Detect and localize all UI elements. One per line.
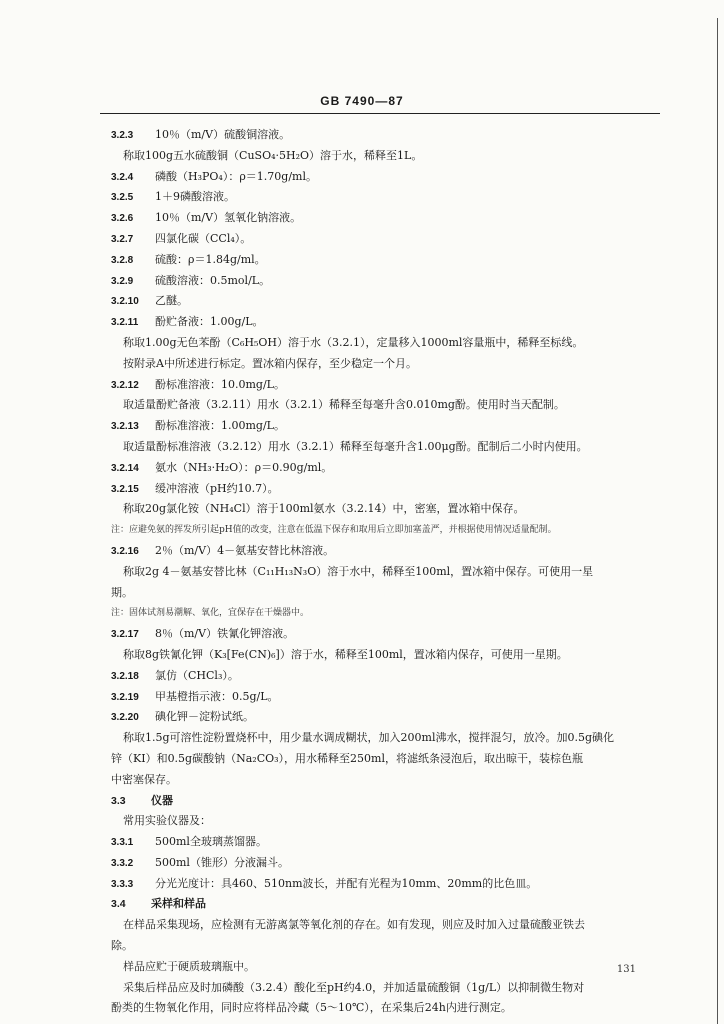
clause-number: 3.2.5 <box>111 192 134 204</box>
clause-line <box>103 291 673 312</box>
clause-number: 3.2.14 <box>111 462 139 474</box>
page-edge <box>717 18 718 1024</box>
note-line <box>103 603 673 624</box>
clause-line <box>103 229 673 250</box>
clause-number: 3.2.15 <box>111 483 139 495</box>
line-text: 称取100g五水硫酸铜（CuSO₄·5H₂O）溶于水，稀释至1L。 <box>123 148 423 162</box>
clause-line <box>103 125 673 146</box>
continuation-line <box>103 749 673 770</box>
clause-line <box>103 874 673 895</box>
line-text: 碘化钾－淀粉试纸。 <box>155 710 254 724</box>
clause-line <box>103 479 673 500</box>
line-text: 按附录A中所述进行标定。置冰箱内保存，至少稳定一个月。 <box>123 356 417 370</box>
line-text: 氨水（NH₃·H₂O）：ρ＝0.90g/ml。 <box>155 460 333 474</box>
line-text: 采集后样品应及时加磷酸（3.2.4）酸化至pH约4.0，并加适量硫酸铜（1g/L）以抑制微生物对 <box>123 980 585 994</box>
line-text: 10％（m/V）硫酸铜溶液。 <box>155 128 291 141</box>
line-text: 缓冲溶液（pH约10.7）。 <box>155 481 279 495</box>
line-text: 酚贮备液：1.00g/L。 <box>155 315 264 329</box>
clause-line <box>103 458 673 479</box>
clause-line <box>103 250 673 271</box>
line-text: 注：应避免氨的挥发所引起pH值的改变，注意在低温下保存和取用后立即加塞盖严，并根据使用情况适量配制。 <box>111 525 557 536</box>
line-text: 8％（m/V）铁氰化钾溶液。 <box>155 627 295 641</box>
line-text: 四氯化碳（CCl₄）。 <box>155 231 252 245</box>
body-line <box>103 978 673 999</box>
body-line <box>103 645 673 666</box>
line-text: 乙醚。 <box>155 294 188 308</box>
body-line <box>103 811 673 832</box>
line-text: 期。 <box>111 585 133 599</box>
clause-number: 3.3.3 <box>111 878 134 890</box>
clause-line <box>103 832 673 853</box>
clause-number: 3.3 <box>111 794 126 807</box>
clause-number: 3.2.3 <box>111 130 134 141</box>
clause-number: 3.2.11 <box>111 317 139 329</box>
section-heading <box>103 791 673 812</box>
line-text: 1＋9磷酸溶液。 <box>155 190 235 204</box>
line-text: 500ml全玻璃蒸馏器。 <box>155 835 267 849</box>
clause-number: 3.2.18 <box>111 670 139 682</box>
clause-number: 3.2.6 <box>111 213 134 225</box>
body-line <box>103 333 673 354</box>
line-text: 硫酸：ρ＝1.84g/ml。 <box>155 252 266 266</box>
clause-line <box>103 666 673 687</box>
line-text: 注：固体试剂易潮解、氧化，宜保存在干燥器中。 <box>111 608 310 619</box>
clause-line <box>103 416 673 437</box>
line-text: 称取8g铁氰化钾（K₃[Fe(CN)₆]）溶于水，稀释至100ml，置冰箱内保存，可使用一星期。 <box>123 647 568 661</box>
clause-number: 3.2.12 <box>111 379 139 391</box>
clause-number: 3.2.20 <box>111 712 139 724</box>
line-text: 10％（m/V）氢氧化钠溶液。 <box>155 211 302 225</box>
body-line <box>103 146 673 167</box>
body-line <box>103 499 673 520</box>
line-text: 取适量酚标准溶液（3.2.12）用水（3.2.1）稀释至每毫升含1.00μg酚。配制后二小时内使用。 <box>123 439 588 453</box>
document-body <box>103 125 673 1019</box>
section-heading <box>103 894 673 915</box>
body-line <box>103 395 673 416</box>
clause-number: 3.2.9 <box>111 275 134 287</box>
body-line <box>103 354 673 375</box>
line-text: 酚类的生物氧化作用，同时应将样品冷藏（5～10℃），在采集后24h内进行测定。 <box>111 1001 512 1015</box>
line-text: 2％（m/V）4－氨基安替比林溶液。 <box>155 543 335 557</box>
header-rule <box>100 113 660 114</box>
continuation-line <box>103 936 673 957</box>
clause-line <box>103 312 673 333</box>
line-text: 常用实验仪器及： <box>123 814 211 828</box>
body-line <box>103 915 673 936</box>
line-text: 分光光度计：具460、510nm波长，并配有光程为10mm、20mm的比色皿。 <box>155 876 538 890</box>
line-text: 仪器 <box>151 793 173 807</box>
line-text: 甲基橙指示液：0.5g/L。 <box>155 689 279 703</box>
clause-line <box>103 271 673 292</box>
clause-number: 3.2.10 <box>111 296 139 308</box>
line-text: 称取20g氯化铵（NH₄Cl）溶于100ml氨水（3.2.14）中，密塞，置冰箱中保存。 <box>123 502 525 516</box>
line-text: 中密塞保存。 <box>111 772 177 786</box>
clause-line <box>103 624 673 645</box>
line-text: 硫酸溶液：0.5mol/L。 <box>155 273 271 287</box>
line-text: 500ml（锥形）分液漏斗。 <box>155 855 289 869</box>
body-line <box>103 437 673 458</box>
line-text: 锌（KI）和0.5g碳酸钠（Na₂CO₃），用水稀释至250ml，将滤纸条浸泡后，取出晾干，装棕色瓶 <box>111 751 583 765</box>
clause-line <box>103 208 673 229</box>
clause-number: 3.3.2 <box>111 857 134 869</box>
clause-number: 3.2.17 <box>111 629 139 641</box>
line-text: 磷酸（H₃PO₄）：ρ＝1.70g/ml。 <box>155 169 317 183</box>
clause-number: 3.3.1 <box>111 837 134 849</box>
line-text: 取适量酚贮备液（3.2.11）用水（3.2.1）稀释至每毫升含0.010mg酚。使用时当天配制。 <box>123 398 565 412</box>
line-text: 采样和样品 <box>151 897 206 911</box>
body-line <box>103 957 673 978</box>
body-line <box>103 562 673 583</box>
continuation-line <box>103 998 673 1019</box>
clause-number: 3.2.19 <box>111 691 139 703</box>
clause-line <box>103 541 673 562</box>
clause-line <box>103 687 673 708</box>
line-text: 称取2g 4－氨基安替比林（C₁₁H₁₃N₃O）溶于水中，稀释至100ml，置冰箱中保存。可使用一星 <box>123 564 594 578</box>
line-text: 酚标准溶液：1.00mg/L。 <box>155 419 285 433</box>
line-text: 在样品采集现场，应检测有无游离氯等氧化剂的存在。如有发现，则应及时加入过量硫酸亚铁去 <box>123 918 585 932</box>
continuation-line <box>103 770 673 791</box>
clause-line <box>103 375 673 396</box>
standard-header: GB 7490—87 <box>320 94 404 108</box>
line-text: 样品应贮于硬质玻璃瓶中。 <box>123 959 255 973</box>
clause-number: 3.2.16 <box>111 545 139 557</box>
clause-number: 3.4 <box>111 898 126 911</box>
clause-line <box>103 167 673 188</box>
page-number: 131 <box>616 964 636 975</box>
clause-line <box>103 853 673 874</box>
clause-line <box>103 187 673 208</box>
continuation-line <box>103 583 673 604</box>
note-line <box>103 520 673 541</box>
clause-number: 3.2.7 <box>111 233 134 245</box>
clause-number: 3.2.8 <box>111 254 134 266</box>
line-text: 除。 <box>111 939 133 953</box>
body-line <box>103 728 673 749</box>
clause-number: 3.2.13 <box>111 421 139 433</box>
line-text: 酚标准溶液：10.0mg/L。 <box>155 377 285 391</box>
clause-line <box>103 707 673 728</box>
line-text: 氯仿（CHCl₃）。 <box>155 668 239 682</box>
line-text: 称取1.5g可溶性淀粉置烧杯中，用少量水调成糊状，加入200ml沸水，搅拌混匀，放冷。加0.5g碘化 <box>123 731 615 745</box>
clause-number: 3.2.4 <box>111 171 134 183</box>
line-text: 称取1.00g无色苯酚（C₆H₅OH）溶于水（3.2.1），定量移入1000ml容量瓶中，稀释至标线。 <box>123 335 584 349</box>
